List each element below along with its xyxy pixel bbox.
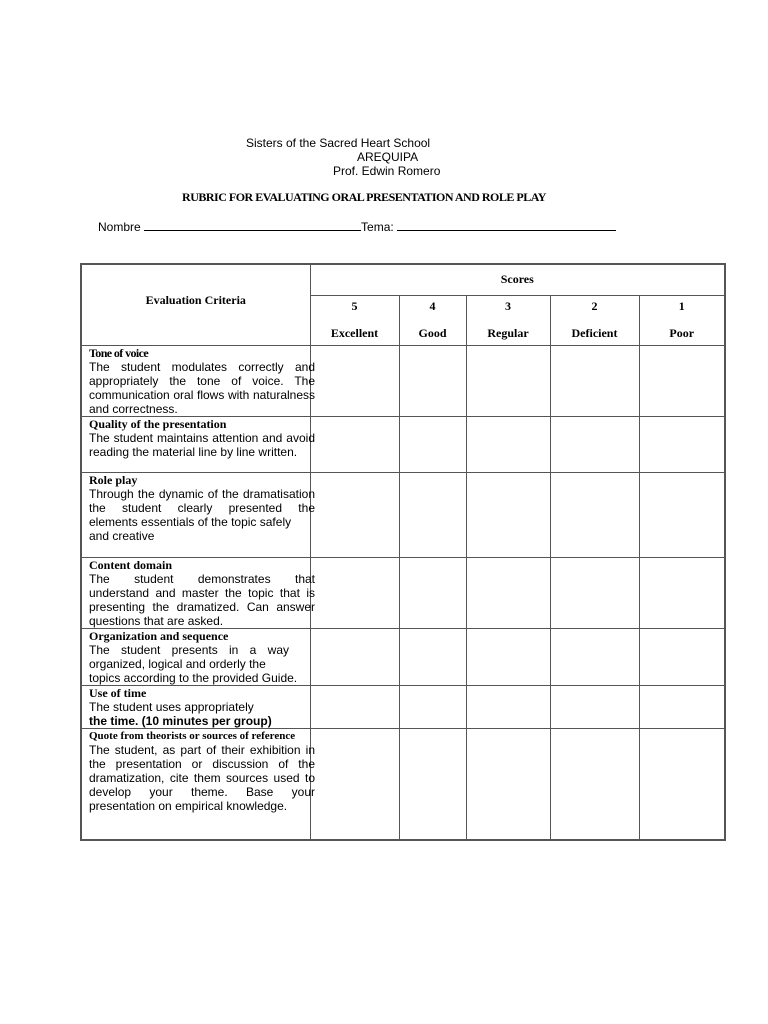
score-cell-5[interactable]	[310, 416, 399, 472]
criterion-row	[81, 628, 725, 685]
school-name: Sisters of the Sacred Heart School	[246, 136, 431, 150]
level-score: 5	[351, 299, 358, 313]
criterion-cell	[81, 628, 310, 685]
level-score: 1	[678, 299, 685, 313]
name-blank[interactable]	[144, 219, 361, 231]
criterion-description: The student modulates correctly and appropriately the tone of voice. The communication oral flows with naturalness and correctness.	[89, 359, 315, 416]
score-cell-4[interactable]	[399, 628, 466, 685]
score-cell-4[interactable]	[399, 557, 466, 628]
criterion-cell	[81, 345, 315, 416]
level-good	[399, 295, 466, 345]
score-cell-4[interactable]	[399, 416, 466, 472]
topic-blank[interactable]	[397, 219, 616, 231]
level-excellent	[310, 295, 399, 345]
criterion-description: The student maintains attention and avoid reading the material line by line written.	[89, 430, 315, 459]
score-cell-2[interactable]	[550, 345, 639, 416]
score-cell-1[interactable]	[639, 728, 725, 840]
score-cell-2[interactable]	[550, 557, 639, 628]
level-label: Poor	[669, 326, 695, 340]
level-regular	[466, 295, 550, 345]
criterion-title: Quote from theorists or sources of reference	[89, 729, 296, 742]
level-label: Deficient	[571, 326, 618, 340]
professor-name: Prof. Edwin Romero	[333, 164, 441, 178]
criterion-title: Organization and sequence	[89, 628, 229, 643]
level-poor	[639, 295, 725, 345]
score-cell-1[interactable]	[639, 345, 725, 416]
criterion-title: Use of time	[89, 685, 147, 700]
criterion-description-small: understand and master the topic that is	[89, 585, 315, 600]
score-cell-3[interactable]	[466, 685, 550, 728]
score-cell-4[interactable]	[399, 472, 466, 557]
criterion-row	[81, 728, 725, 840]
score-cell-5[interactable]	[310, 728, 399, 840]
criterion-row	[81, 472, 725, 557]
rubric-table	[80, 263, 726, 841]
criterion-description-small: the time. (10 minutes per group)	[89, 713, 272, 728]
criterion-cell	[81, 472, 315, 557]
score-cell-2[interactable]	[550, 628, 639, 685]
score-cell-2[interactable]	[550, 685, 639, 728]
level-label: Excellent	[330, 326, 379, 340]
criterion-description: The student uses appropriately	[89, 699, 254, 714]
score-cell-1[interactable]	[639, 628, 725, 685]
criterion-description: The student demonstrates that	[89, 571, 315, 586]
score-cell-1[interactable]	[639, 472, 725, 557]
score-cell-5[interactable]	[310, 472, 399, 557]
criterion-description-extra: and creative	[89, 528, 155, 543]
score-cell-2[interactable]	[550, 472, 639, 557]
criterion-row	[81, 416, 725, 472]
criterion-cell	[81, 416, 315, 472]
score-cell-5[interactable]	[310, 685, 399, 728]
document-title: RUBRIC FOR EVALUATING ORAL PRESENTATION AND ROLE PLAY	[182, 190, 546, 204]
score-cell-4[interactable]	[399, 345, 466, 416]
criterion-cell	[81, 685, 310, 728]
criteria-header: Evaluation Criteria	[81, 264, 310, 345]
score-cell-2[interactable]	[550, 416, 639, 472]
criterion-description: Through the dynamic of the dramatisation the student clearly presented the elements essentials of the topic safely	[89, 486, 315, 529]
score-cell-2[interactable]	[550, 728, 639, 840]
criterion-row	[81, 685, 725, 728]
criterion-cell	[81, 728, 315, 840]
city-name: AREQUIPA	[357, 150, 419, 164]
topic-label: Tema:	[361, 220, 394, 234]
score-cell-3[interactable]	[466, 416, 550, 472]
score-cell-5[interactable]	[310, 345, 399, 416]
score-cell-3[interactable]	[466, 557, 550, 628]
score-cell-4[interactable]	[399, 728, 466, 840]
criterion-description: The student, as part of their exhibition in the presentation or discussion of the dramatization, cite them sources used to develop your theme. Base your presentation on empirical knowledge.	[89, 742, 315, 813]
criterion-description: The student presents in a way organized, logical and orderly the	[89, 642, 289, 671]
criterion-title: Role play	[89, 472, 138, 487]
level-score: 4	[429, 299, 436, 313]
level-score: 3	[505, 299, 511, 313]
level-label: Good	[418, 326, 447, 340]
score-cell-4[interactable]	[399, 685, 466, 728]
criterion-cell	[81, 557, 315, 628]
criterion-title: Tone of voice	[89, 345, 149, 360]
score-cell-3[interactable]	[466, 345, 550, 416]
score-cell-3[interactable]	[466, 628, 550, 685]
score-cell-1[interactable]	[639, 685, 725, 728]
level-score: 2	[591, 299, 598, 313]
score-cell-5[interactable]	[310, 557, 399, 628]
criterion-row	[81, 345, 725, 416]
name-label: Nombre	[98, 220, 141, 234]
criterion-title: Quality of the presentation	[89, 416, 227, 431]
criterion-row	[81, 557, 725, 628]
scores-header: Scores	[310, 264, 725, 295]
criterion-description-small: topics according to the provided Guide.	[89, 670, 298, 685]
student-fields	[98, 219, 616, 234]
score-cell-5[interactable]	[310, 628, 399, 685]
score-cell-3[interactable]	[466, 472, 550, 557]
score-cell-1[interactable]	[639, 557, 725, 628]
criterion-description-2: presenting the dramatized. Can answer questions that are asked.	[89, 599, 315, 628]
level-deficient	[550, 295, 639, 345]
level-label: Regular	[487, 326, 529, 340]
score-cell-3[interactable]	[466, 728, 550, 840]
criterion-title: Content domain	[89, 557, 173, 572]
score-cell-1[interactable]	[639, 416, 725, 472]
